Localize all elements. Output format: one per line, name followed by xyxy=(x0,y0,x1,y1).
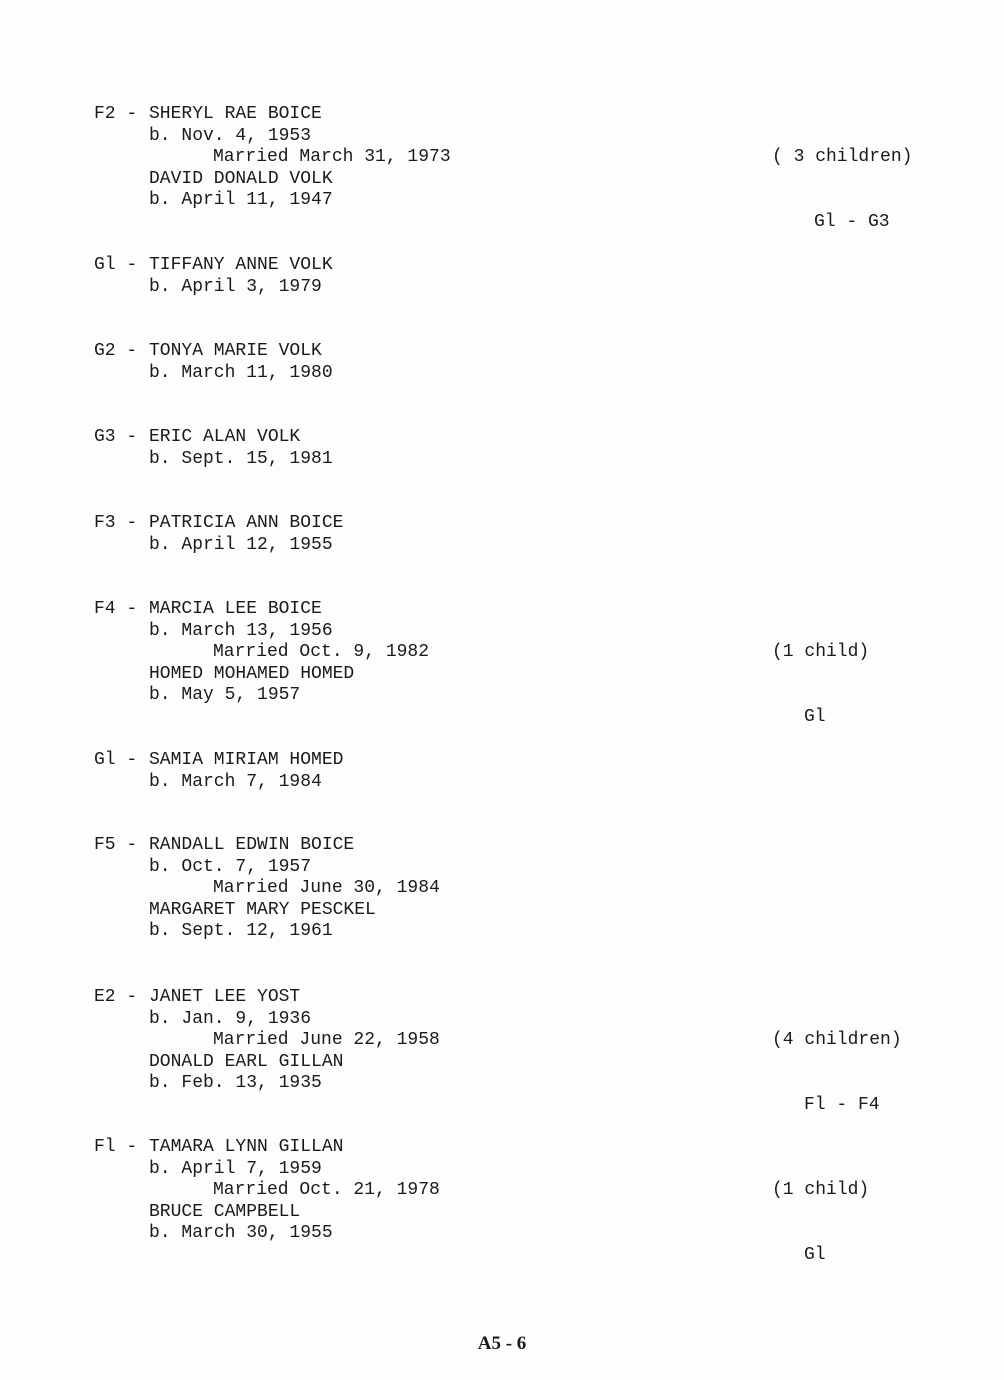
spouse-name: BRUCE CAMPBELL xyxy=(149,1201,301,1222)
entry-f1-tamara xyxy=(94,1137,954,1265)
spouse-birth-line: b. April 11, 1947 xyxy=(149,190,333,211)
person-name: SAMIA MIRIAM HOMED xyxy=(149,750,344,770)
entry-code: F2 - xyxy=(94,104,138,124)
spouse-birth-line: b. Sept. 12, 1961 xyxy=(149,921,333,942)
person-name: ERIC ALAN VOLK xyxy=(149,427,301,447)
birth-line: b. March 13, 1956 xyxy=(149,620,333,641)
person-name: SHERYL RAE BOICE xyxy=(149,104,322,124)
children-note xyxy=(772,104,912,277)
birth-line: b. April 3, 1979 xyxy=(149,276,322,297)
children-count: (1 child) xyxy=(772,1180,870,1201)
birth-line: b. Oct. 7, 1957 xyxy=(149,856,312,877)
entry-code: G3 - xyxy=(94,427,138,447)
entry-code: F4 - xyxy=(94,599,138,619)
spouse-name: DONALD EARL GILLAN xyxy=(149,1051,344,1072)
marriage-line: Married June 22, 1958 xyxy=(213,1030,440,1051)
spouse-birth-line: b. May 5, 1957 xyxy=(149,685,301,706)
entry-f3-patricia xyxy=(94,513,954,556)
spouse-birth-line: b. Feb. 13, 1935 xyxy=(149,1073,322,1094)
person-name: TIFFANY ANNE VOLK xyxy=(149,255,333,275)
entry-f2 xyxy=(94,104,954,232)
children-note xyxy=(772,599,869,772)
birth-line: b. Sept. 15, 1981 xyxy=(149,448,333,469)
children-count: (4 children) xyxy=(772,1030,902,1051)
entry-code: G2 - xyxy=(94,341,138,361)
children-range: Gl xyxy=(804,706,826,727)
birth-line: b. March 7, 1984 xyxy=(149,771,322,792)
entry-code: Gl - xyxy=(94,255,138,275)
birth-line: b. March 11, 1980 xyxy=(149,362,333,383)
children-note xyxy=(772,1137,869,1310)
person-name: RANDALL EDWIN BOICE xyxy=(149,835,355,855)
children-count: ( 3 children) xyxy=(772,147,913,168)
spouse-name: DAVID DONALD VOLK xyxy=(149,168,333,189)
entry-f5-randall xyxy=(94,835,954,943)
marriage-line: Married June 30, 1984 xyxy=(213,878,440,899)
page-number: A5 - 6 xyxy=(477,1333,527,1354)
person-name: TAMARA LYNN GILLAN xyxy=(149,1137,344,1157)
marriage-line: Married March 31, 1973 xyxy=(213,147,451,168)
person-name: JANET LEE YOST xyxy=(149,987,301,1007)
entry-g2-tonya xyxy=(94,341,954,384)
birth-line: b. Jan. 9, 1936 xyxy=(149,1008,312,1029)
spouse-name: HOMED MOHAMED HOMED xyxy=(149,663,355,684)
marriage-line: Married Oct. 9, 1982 xyxy=(213,642,430,663)
entry-code: F5 - xyxy=(94,835,138,855)
entry-code: Gl - xyxy=(94,750,138,770)
marriage-line: Married Oct. 21, 1978 xyxy=(213,1180,440,1201)
person-name: PATRICIA ANN BOICE xyxy=(149,513,344,533)
birth-line: b. April 7, 1959 xyxy=(149,1158,322,1179)
person-name: MARCIA LEE BOICE xyxy=(149,599,322,619)
children-range: Gl xyxy=(804,1244,826,1265)
spouse-name: MARGARET MARY PESCKEL xyxy=(149,899,376,920)
children-range: Fl - F4 xyxy=(804,1094,880,1115)
children-range: Gl - G3 xyxy=(814,211,890,232)
entry-g1-tiffany xyxy=(94,255,954,298)
entry-code: E2 - xyxy=(94,987,138,1007)
children-count: (1 child) xyxy=(772,642,870,663)
entry-code: F3 - xyxy=(94,513,138,533)
entry-f4-marcia xyxy=(94,599,954,727)
entry-code: Fl - xyxy=(94,1137,138,1157)
entry-g3-eric xyxy=(94,427,954,470)
children-note xyxy=(772,987,902,1160)
spouse-birth-line: b. March 30, 1955 xyxy=(149,1223,333,1244)
birth-line: b. April 12, 1955 xyxy=(149,534,333,555)
entry-e2-janet xyxy=(94,987,954,1115)
person-name: TONYA MARIE VOLK xyxy=(149,341,322,361)
entry-g1-samia xyxy=(94,750,954,793)
birth-line: b. Nov. 4, 1953 xyxy=(149,125,312,146)
